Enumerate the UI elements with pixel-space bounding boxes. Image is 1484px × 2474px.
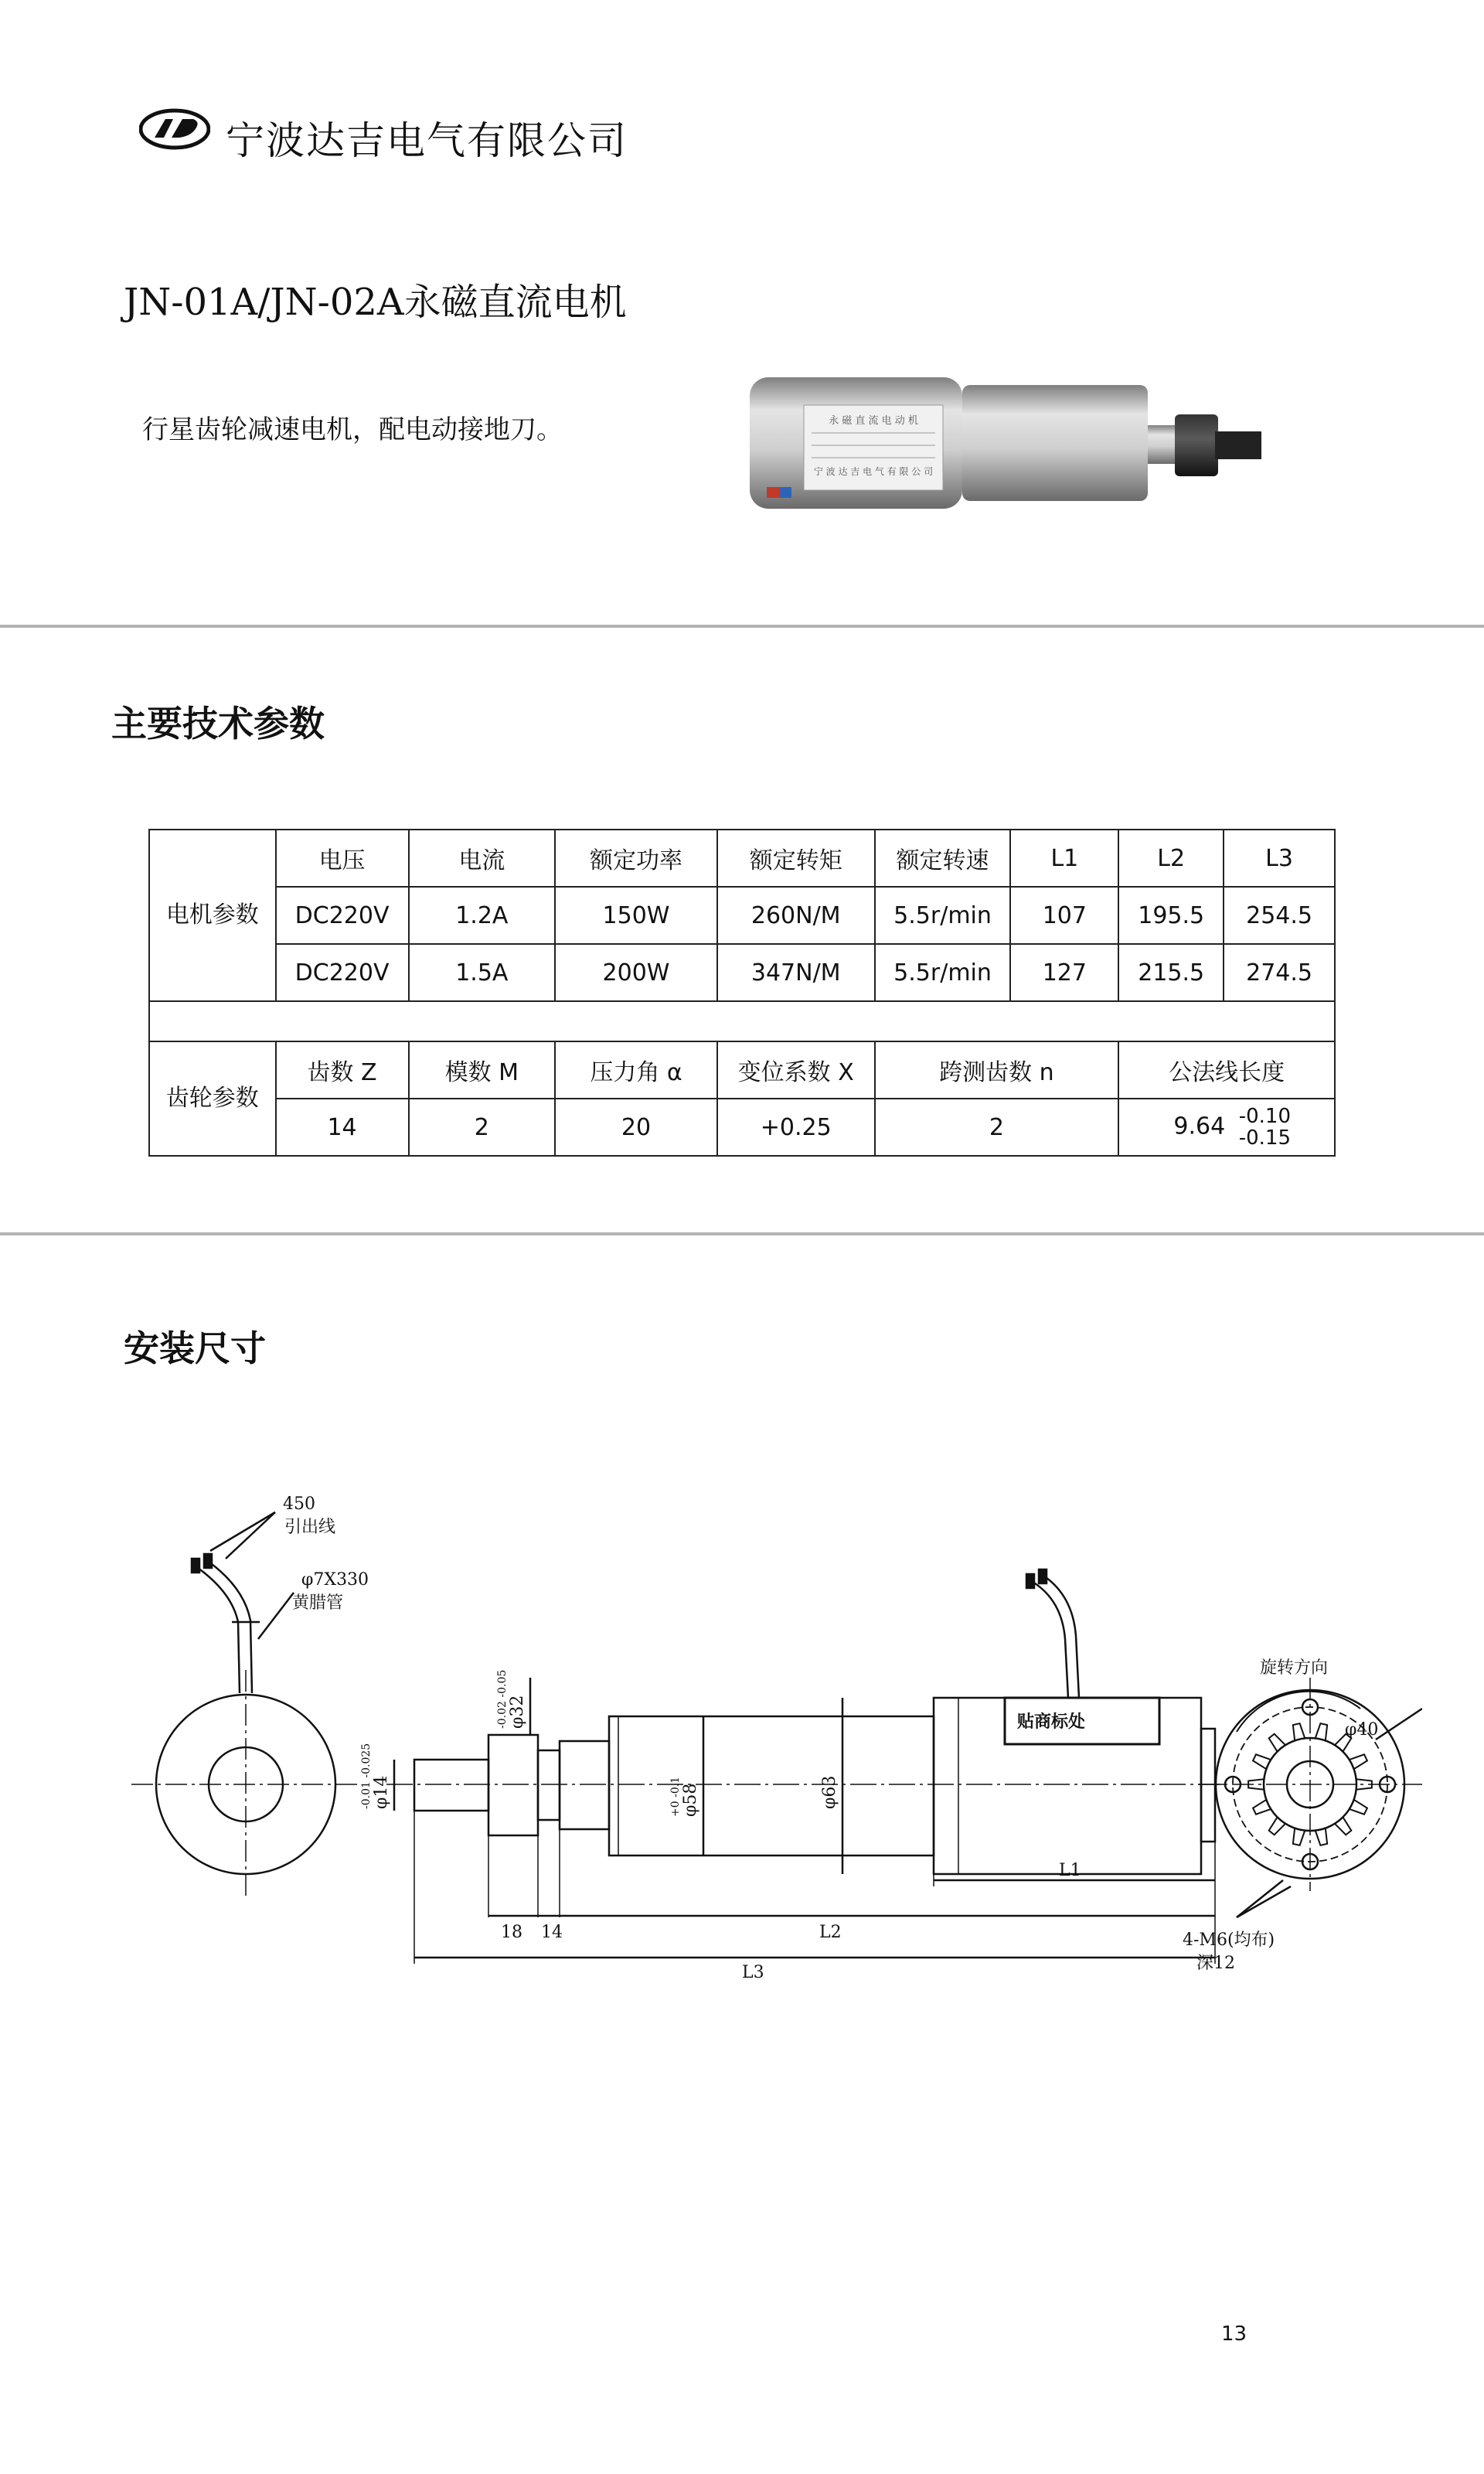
cell: 150W — [555, 887, 717, 944]
dim-L2: L2 — [819, 1923, 842, 1942]
wk-tolerance — [1239, 1106, 1291, 1149]
table-row — [149, 944, 1335, 1001]
header-cell: 额定转矩 — [717, 830, 875, 887]
cell: 195.5 — [1118, 887, 1224, 944]
header-cell: 变位系数 X — [717, 1041, 875, 1099]
header-cell: 电流 — [409, 830, 556, 887]
wk-value: 9.64 — [1173, 1113, 1226, 1140]
gear-header-row — [149, 1041, 1335, 1099]
header-cell: 额定功率 — [555, 830, 717, 887]
company-name: 宁波达吉电气有限公司 — [226, 118, 628, 163]
photo-label-line1: 永 磁 直 流 电 动 机 — [829, 415, 918, 427]
motor-dia-label: φ63 — [820, 1775, 839, 1809]
motor-photo — [742, 371, 1298, 526]
cell: 2 — [875, 1099, 1119, 1156]
spacer-cell — [149, 1001, 1335, 1041]
cell: 127 — [1010, 944, 1118, 1001]
sticker-label: 贴商标处 — [1017, 1712, 1086, 1732]
params-table — [148, 829, 1336, 1157]
lead-text-label: 引出线 — [284, 1518, 336, 1537]
header-cell: 压力角 α — [555, 1041, 717, 1099]
photo-label-line2: 宁 波 达 吉 电 气 有 限 公 司 — [813, 466, 934, 477]
gear-group-label: 齿轮参数 — [149, 1041, 276, 1156]
cell: 1.5A — [409, 944, 556, 1001]
product-title: JN-01A/JN-02A永磁直流电机 — [124, 281, 627, 324]
product-description: 行星齿轮减速电机，配电动接地刀。 — [142, 414, 563, 445]
header-cell: L2 — [1118, 830, 1224, 887]
cell: 5.5r/min — [875, 887, 1011, 944]
depth-label: 深12 — [1196, 1954, 1235, 1973]
holes-label: 4-M6(均布) — [1183, 1930, 1275, 1950]
dim-L1: L1 — [1059, 1861, 1081, 1880]
shaft-dia-label: φ14 — [372, 1775, 391, 1809]
page-number: 13 — [1221, 2322, 1247, 2346]
cell: 215.5 — [1118, 944, 1224, 1001]
divider — [0, 1232, 1484, 1235]
lead-length-label: 450 — [283, 1494, 315, 1514]
company-logo-icon — [139, 108, 210, 150]
shaft-tol-label: -0.01 -0.025 — [360, 1743, 373, 1809]
cell: 347N/M — [717, 944, 875, 1001]
cell: 107 — [1010, 887, 1118, 944]
sleeve-text-label: 黄腊管 — [292, 1593, 344, 1613]
cell: 254.5 — [1224, 887, 1335, 944]
cell: 1.2A — [409, 887, 556, 944]
cell: +0.25 — [717, 1099, 875, 1156]
dim-14: 14 — [541, 1923, 563, 1942]
dim-18: 18 — [501, 1923, 522, 1942]
gear-tooth — [1335, 1817, 1351, 1835]
gear-tooth — [1269, 1734, 1285, 1752]
installation-drawing — [124, 1484, 1422, 2072]
cell: 20 — [555, 1099, 717, 1156]
header-cell: L3 — [1224, 830, 1335, 887]
cell: 200W — [555, 944, 717, 1001]
rotation-label: 旋转方向 — [1260, 1658, 1329, 1678]
cell: 2 — [409, 1099, 556, 1156]
wk-cell — [1118, 1099, 1335, 1156]
header-cell: 跨测齿数 n — [875, 1041, 1119, 1099]
wk-upper: -0.10 — [1238, 1105, 1291, 1128]
install-title: 安装尺寸 — [124, 1327, 266, 1369]
header-cell: 模数 M — [409, 1041, 556, 1099]
cell: 274.5 — [1224, 944, 1335, 1001]
cell: DC220V — [276, 944, 409, 1001]
cell: 14 — [276, 1099, 409, 1156]
divider — [0, 625, 1484, 628]
table-row — [149, 1099, 1335, 1156]
pcd-label: φ40 — [1345, 1720, 1379, 1740]
motor-group-label: 电机参数 — [149, 830, 276, 1001]
header-cell: 额定转速 — [875, 830, 1011, 887]
gear-tooth — [1269, 1817, 1285, 1835]
hub-dia-label: φ32 — [508, 1695, 527, 1729]
header-cell: L1 — [1010, 830, 1118, 887]
dim-L3: L3 — [742, 1963, 764, 1982]
body-dia-label: φ58 — [681, 1783, 700, 1817]
cell: 5.5r/min — [875, 944, 1011, 1001]
header-cell: 电压 — [276, 830, 409, 887]
header-cell: 齿数 Z — [276, 1041, 409, 1099]
wk-lower: -0.15 — [1238, 1126, 1291, 1150]
hub-tol-label: -0.02 -0.05 — [496, 1669, 509, 1729]
cell: DC220V — [276, 887, 409, 944]
motor-header-row — [149, 830, 1335, 887]
cell: 260N/M — [717, 887, 875, 944]
sleeve-dia-label: φ7X330 — [301, 1570, 369, 1590]
header-cell: 公法线长度 — [1118, 1041, 1335, 1099]
params-title: 主要技术参数 — [111, 703, 325, 745]
spacer-row — [149, 1001, 1335, 1041]
table-row — [149, 887, 1335, 944]
body-tol-label: +0 -0.1 — [669, 1776, 682, 1817]
